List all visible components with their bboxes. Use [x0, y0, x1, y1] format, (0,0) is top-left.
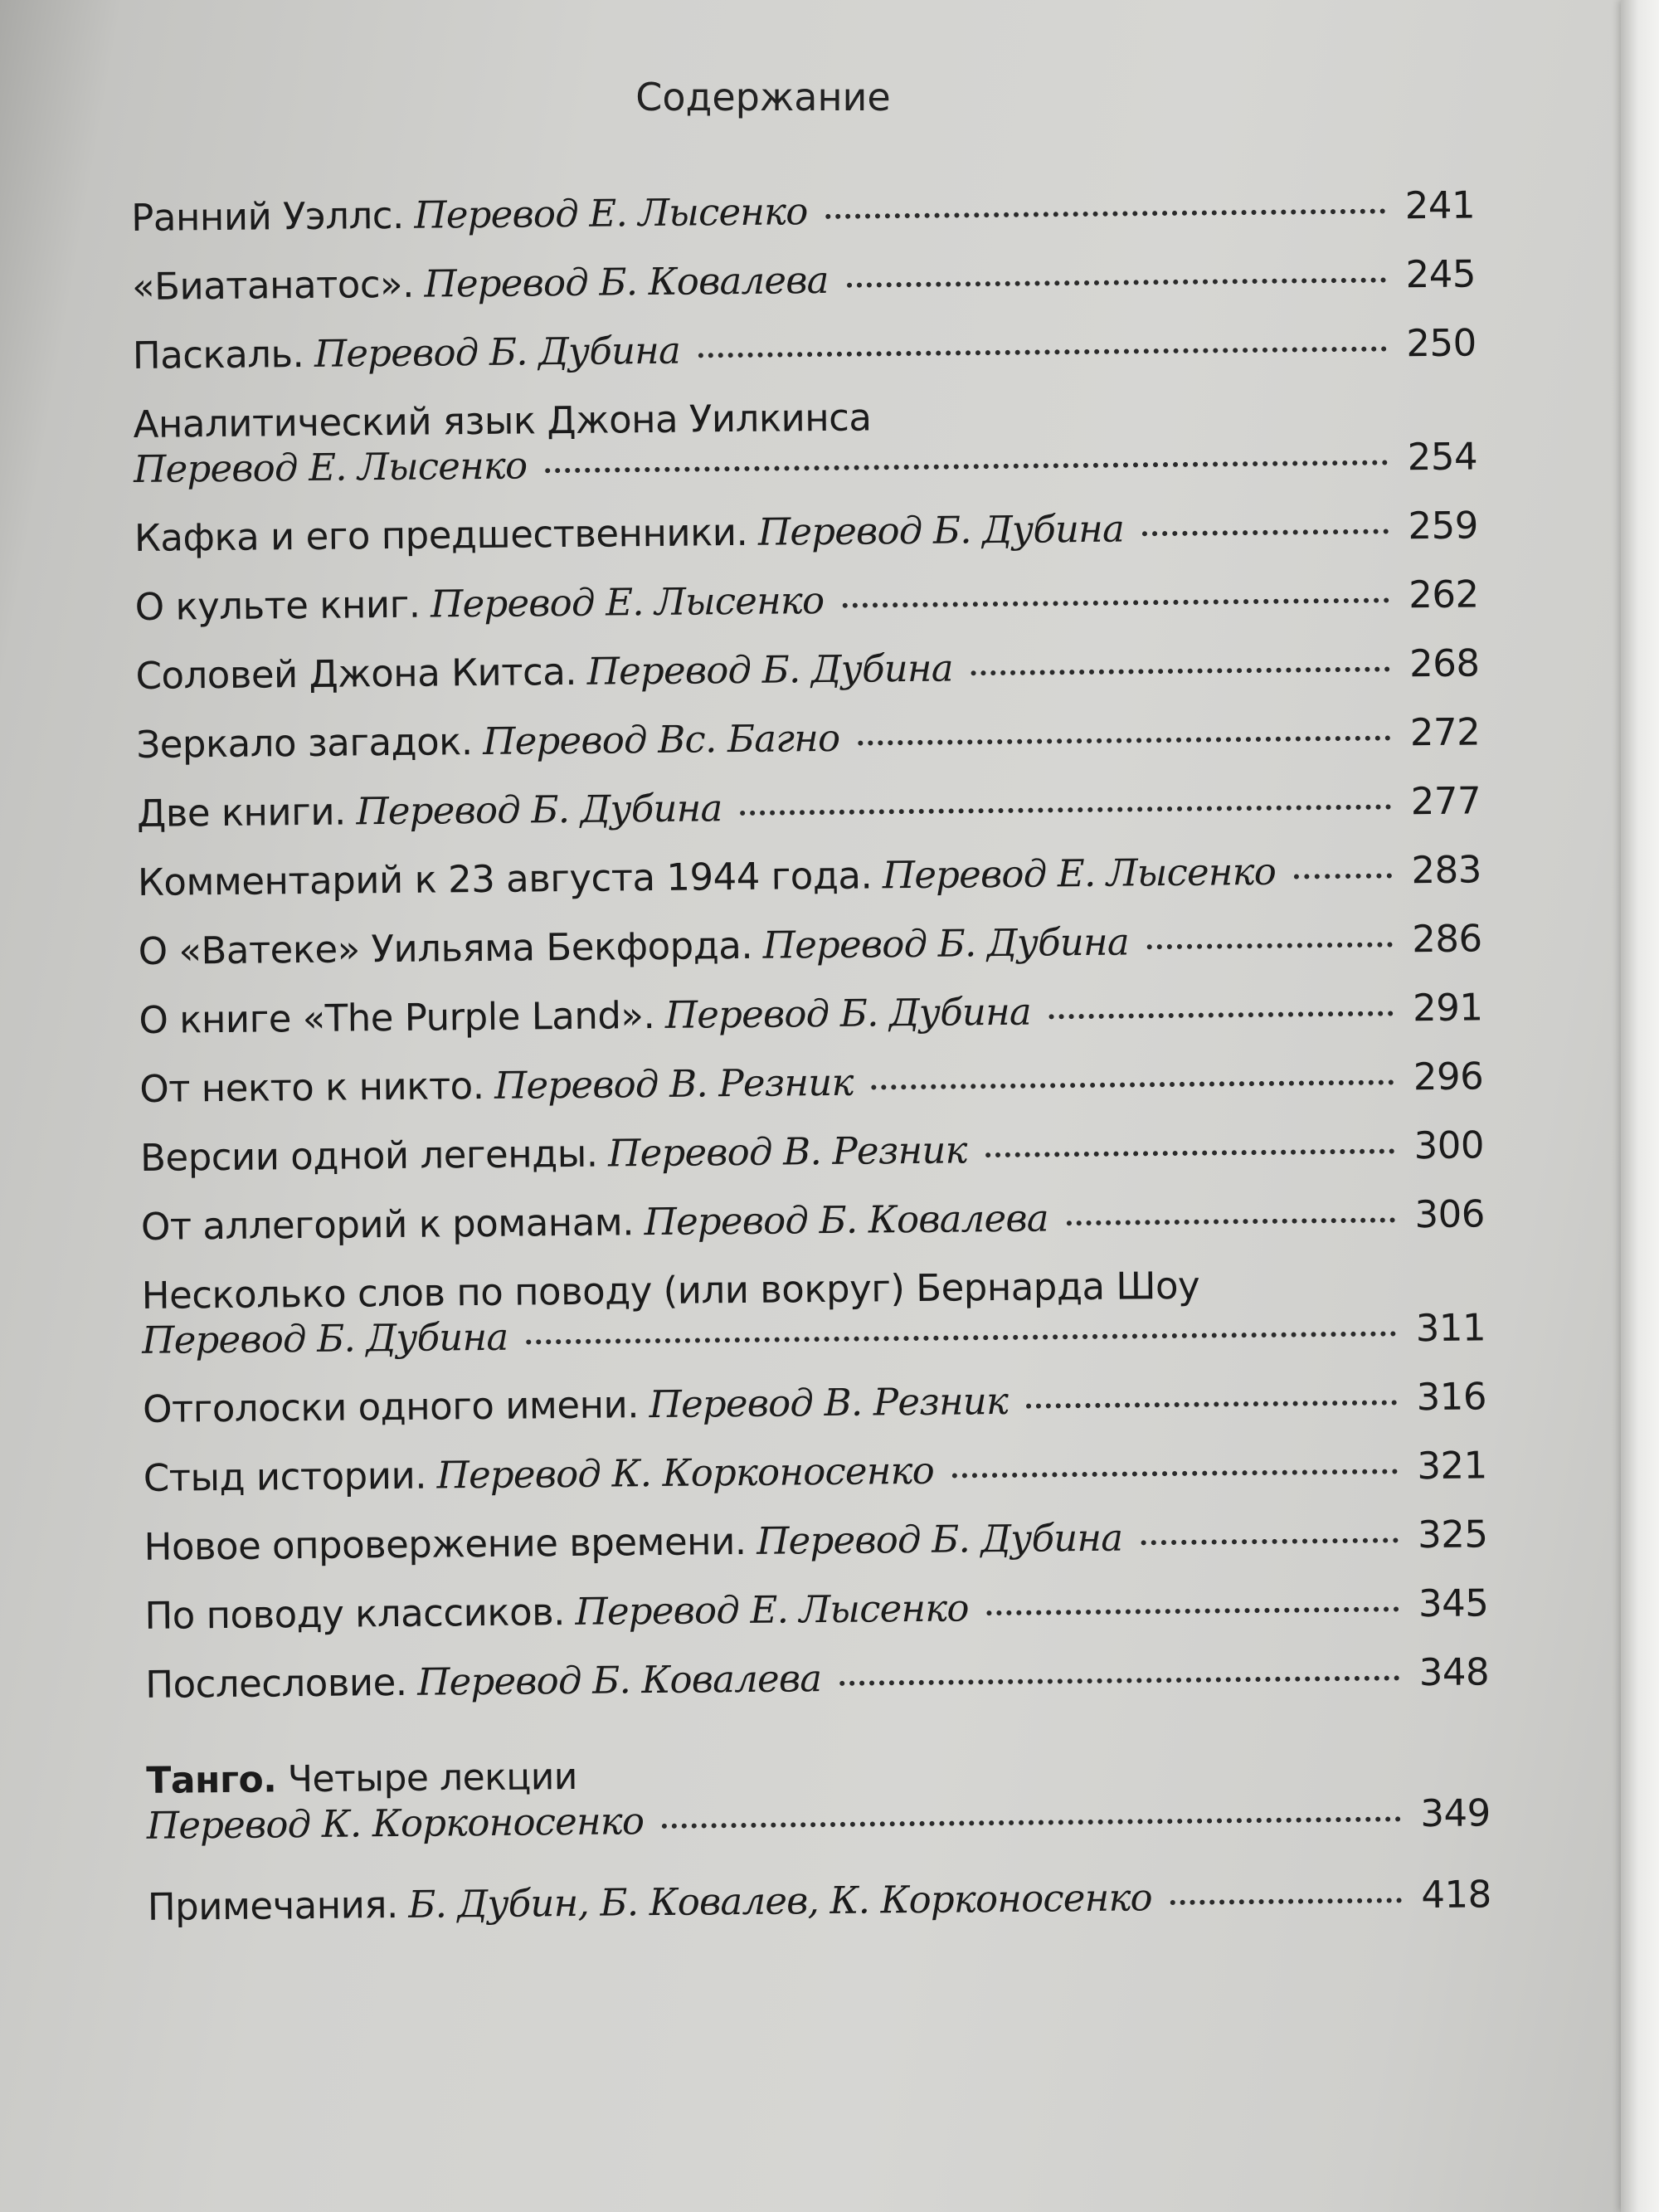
dot-leader — [985, 1148, 1395, 1157]
page-number: 345 — [1418, 1581, 1489, 1626]
page-number: 254 — [1407, 434, 1478, 480]
dot-leader — [1170, 1898, 1402, 1905]
entry-line — [139, 985, 1482, 1043]
entry-title: О культе книг. — [134, 582, 421, 629]
entry-line — [138, 847, 1481, 905]
entry-title: «Биатанатос». — [131, 261, 415, 309]
page-number: 348 — [1418, 1649, 1490, 1695]
entry-line — [140, 1123, 1484, 1181]
toc-entry — [145, 1649, 1489, 1708]
entry-line — [135, 572, 1479, 630]
entry-translator: Перевод Б. Дубина — [314, 328, 681, 376]
entry-title: Послесловие. — [144, 1659, 407, 1707]
toc-entry — [135, 572, 1479, 630]
page-number: 321 — [1417, 1443, 1488, 1488]
page-number: 286 — [1412, 916, 1482, 962]
entry-line — [144, 1512, 1487, 1570]
section-bold-title: Танго. — [146, 1758, 277, 1802]
section-subtitle: Четыре лекции — [287, 1755, 578, 1801]
entry-translator: Перевод К. Корконосенко — [436, 1448, 935, 1498]
toc-entry — [133, 320, 1477, 378]
entry-title: Комментарий к 23 августа 1944 года. — [137, 853, 873, 904]
page-edge — [1621, 0, 1659, 2212]
entry-line — [136, 709, 1480, 767]
toc-entry — [139, 985, 1482, 1043]
section-translator: Перевод К. Корконосенко — [146, 1799, 645, 1848]
dot-leader — [842, 597, 1389, 607]
entry-translator: Перевод В. Резник — [494, 1060, 854, 1108]
toc-entry — [136, 709, 1480, 767]
entry-line — [145, 1649, 1489, 1708]
entry-translator: Перевод Б. Дубина — [757, 506, 1125, 554]
entry-title: Кафка и его предшественники. — [134, 509, 748, 560]
entry-title: О книге «The Purple Land». — [139, 992, 655, 1042]
toc-entry — [133, 389, 1477, 492]
entry-line — [143, 1374, 1486, 1432]
page-number: 291 — [1412, 985, 1483, 1030]
toc-section-tango — [146, 1746, 1491, 1849]
toc-entry — [134, 503, 1478, 561]
entry-title: Аналитический язык Джона Уилкинса — [133, 395, 872, 446]
dot-leader — [987, 1606, 1399, 1615]
entry-line — [131, 183, 1475, 241]
dot-leader — [1294, 873, 1392, 879]
entry-translator: Перевод Б. Ковалева — [424, 257, 829, 306]
page-number: 300 — [1413, 1123, 1485, 1168]
entry-title: Паскаль. — [132, 332, 304, 378]
entry-line — [139, 1054, 1483, 1112]
toc-entry — [138, 847, 1481, 905]
entry-line — [133, 320, 1477, 378]
toc-entry — [132, 251, 1476, 309]
entry-translator: Перевод Б. Дубина — [141, 1314, 508, 1362]
page-number: 259 — [1408, 503, 1479, 548]
toc-entry — [131, 183, 1475, 241]
toc-entry — [139, 1054, 1483, 1112]
toc-entry — [135, 641, 1479, 699]
dot-leader — [1147, 942, 1393, 949]
toc-entry — [138, 916, 1481, 974]
entry-translator: Перевод Е. Лысенко — [133, 443, 528, 491]
dot-leader — [872, 1079, 1394, 1089]
entry-translator: Перевод Е. Лысенко — [430, 578, 825, 626]
page-number: 283 — [1411, 847, 1482, 893]
page-number: 306 — [1414, 1191, 1486, 1237]
entry-line — [138, 916, 1481, 974]
entry-line — [137, 778, 1481, 836]
entry-title: Несколько слов по поводу (или вокруг) Бернарда Шоу — [141, 1263, 1200, 1318]
dot-leader — [545, 460, 1388, 473]
dot-leader — [698, 346, 1387, 358]
entry-title: Стыд истории. — [143, 1453, 427, 1500]
entry-title: Новое опровержение времени. — [144, 1518, 747, 1569]
notes-line — [148, 1872, 1491, 1930]
entry-translator: Перевод Б. Ковалева — [416, 1656, 822, 1704]
entry-translator: Перевод Е. Лысенко — [882, 849, 1277, 898]
dot-leader — [858, 735, 1390, 745]
toc-entries — [131, 183, 1489, 1707]
entry-translator: Перевод Б. Дубина — [762, 919, 1130, 967]
entry-title: О «Ватеке» Уильяма Бекфорда. — [138, 923, 753, 973]
notes-title: Примечания. — [147, 1883, 399, 1929]
dot-leader — [526, 1331, 1396, 1344]
entry-title: От некто к никто. — [139, 1063, 484, 1111]
dot-leader — [839, 1675, 1399, 1685]
toc-entry — [141, 1191, 1485, 1250]
entry-translator: Перевод Е. Лысенко — [414, 189, 808, 237]
entry-title: Ранний Уэллс. — [131, 192, 405, 240]
dot-leader — [1141, 1537, 1398, 1545]
page-number: 311 — [1415, 1305, 1486, 1351]
entry-line — [144, 1443, 1487, 1501]
entry-title: Две книги. — [136, 789, 347, 836]
toc-entry — [144, 1581, 1488, 1639]
page-number: 349 — [1420, 1791, 1491, 1836]
page-number: 241 — [1404, 183, 1476, 228]
dot-leader — [662, 1816, 1401, 1829]
dot-leader — [971, 666, 1390, 675]
entry-line — [141, 1191, 1485, 1250]
entry-title: По поводу классиков. — [144, 1590, 566, 1638]
page-number: 250 — [1406, 320, 1477, 366]
page-number: 418 — [1421, 1872, 1491, 1917]
page-number: 277 — [1410, 778, 1481, 824]
entry-translator: Перевод Б. Дубина — [664, 989, 1032, 1037]
entry-translator: Перевод Е. Лысенко — [575, 1586, 969, 1634]
entry-line — [144, 1581, 1488, 1639]
entry-translator: Перевод В. Резник — [607, 1128, 967, 1176]
entry-translator: Перевод Б. Ковалева — [644, 1196, 1048, 1245]
page-title: Содержание — [635, 75, 891, 119]
dot-leader — [1049, 1011, 1394, 1019]
entry-translator: Перевод Б. Дубина — [586, 646, 954, 694]
entry-title: От аллегорий к романам. — [140, 1200, 635, 1249]
entry-translator: Перевод Б. Дубина — [356, 786, 722, 834]
notes-authors: Б. Дубин, Б. Ковалев, К. Корконосенко — [408, 1875, 1153, 1927]
entry-title: Версии одной легенды. — [139, 1131, 598, 1180]
entry-title: Зеркало загадок. — [136, 719, 473, 767]
entry-title: Соловей Джона Китса. — [135, 649, 577, 698]
entry-title: Отголоски одного имени. — [142, 1382, 640, 1431]
toc-entry — [140, 1123, 1484, 1181]
entry-line — [134, 503, 1478, 561]
dot-leader — [1026, 1400, 1397, 1408]
toc-entry — [137, 778, 1481, 836]
dot-leader — [1067, 1217, 1395, 1225]
entry-translator: Перевод В. Резник — [649, 1378, 1009, 1427]
entry-line — [135, 641, 1479, 699]
page-number: 268 — [1408, 641, 1480, 686]
page-number: 325 — [1417, 1512, 1488, 1557]
page-number: 272 — [1409, 709, 1481, 755]
page-number: 316 — [1416, 1374, 1487, 1420]
table-of-contents — [131, 183, 1491, 1929]
toc-entry — [143, 1374, 1486, 1432]
dot-leader — [826, 208, 1386, 218]
page-number: 296 — [1413, 1054, 1484, 1099]
entry-translator: Перевод Б. Дубина — [756, 1515, 1123, 1563]
toc-entry — [144, 1512, 1487, 1570]
dot-leader — [952, 1469, 1398, 1478]
page-number: 245 — [1405, 251, 1477, 297]
entry-translator: Перевод Вс. Багно — [482, 715, 840, 763]
toc-entry — [144, 1443, 1487, 1501]
toc-notes-entry — [148, 1872, 1491, 1930]
dot-leader — [1142, 529, 1389, 536]
dot-leader — [741, 804, 1392, 816]
toc-entry — [141, 1260, 1486, 1363]
dot-leader — [847, 277, 1386, 287]
entry-line — [132, 251, 1476, 309]
page-number: 262 — [1408, 572, 1479, 617]
